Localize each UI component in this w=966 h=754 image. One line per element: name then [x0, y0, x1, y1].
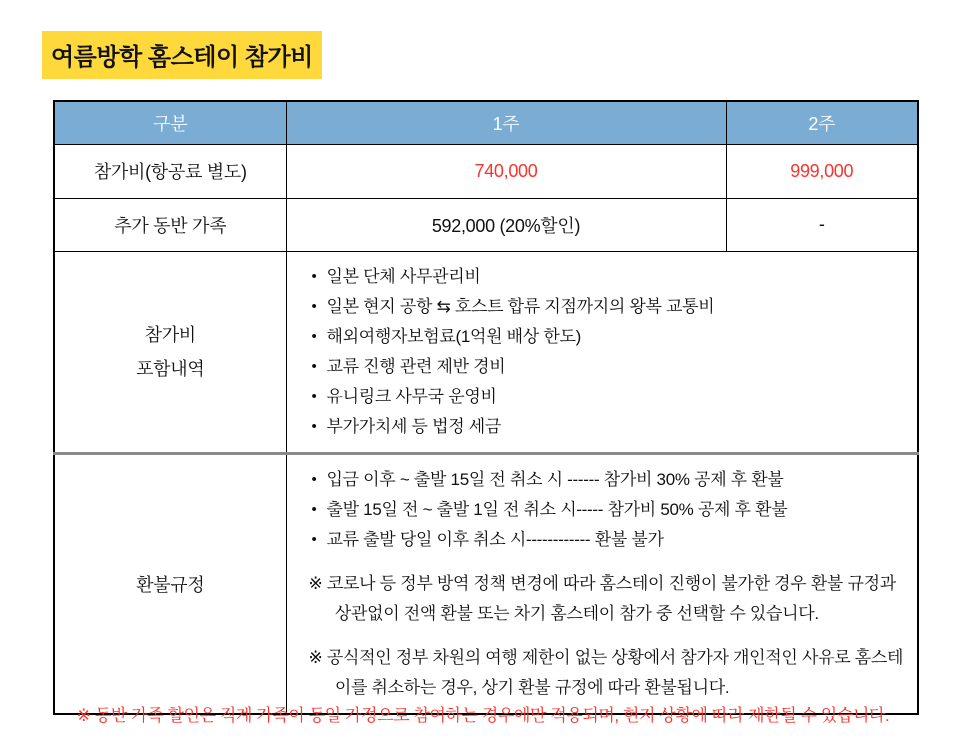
page-title: 여름방학 홈스테이 참가비	[42, 31, 322, 79]
fee-label: 참가비(항공료 별도)	[54, 144, 286, 198]
header-week2: 2주	[726, 101, 918, 144]
list-item: • 교류 진행 관련 제반 경비	[309, 352, 908, 382]
include-list-cell	[286, 251, 918, 453]
fee-table	[53, 100, 919, 715]
refund-list-cell	[286, 453, 918, 714]
list-item: • 출발 15일 전 ~ 출발 1일 전 취소 시----- 참가비 50% 공제 후 환불	[309, 495, 908, 525]
refund-note: ※ 공식적인 정부 차원의 여행 제한이 없는 상황에서 참가자 개인적인 사유로 홈스테이를 취소하는 경우, 상기 환불 규정에 따라 환불됩니다.	[308, 647, 904, 697]
family-week2-price: -	[726, 198, 918, 251]
list-item: • 교류 출발 당일 이후 취소 시------------ 환불 불가	[309, 525, 908, 555]
family-label: 추가 동반 가족	[54, 198, 286, 251]
list-item: • 부가가치세 등 법정 세금	[309, 412, 908, 442]
list-item: • 해외여행자보험료(1억원 배상 한도)	[309, 322, 908, 352]
include-label-line1: 참가비	[144, 324, 196, 345]
include-label	[54, 251, 286, 453]
fee-week1-price: 740,000	[286, 144, 726, 198]
include-row	[54, 251, 918, 453]
list-item: • 입금 이후 ~ 출발 15일 전 취소 시 ------ 참가비 30% 공제 후 환불	[309, 465, 908, 495]
fee-row	[54, 144, 918, 198]
refund-list	[309, 465, 908, 555]
fee-week2-price: 999,000	[726, 144, 918, 198]
header-category: 구분	[54, 101, 286, 144]
header-week1: 1주	[286, 101, 726, 144]
family-week1-price: 592,000 (20%할인)	[286, 198, 726, 251]
list-item: • 일본 단체 사무관리비	[309, 262, 908, 292]
list-item: • 일본 현지 공항 ⇆ 호스트 합류 지점까지의 왕복 교통비	[309, 292, 908, 322]
include-label-line2: 포함내역	[136, 358, 205, 379]
refund-row	[54, 453, 918, 714]
family-discount-footnote: ※ 동반 가족 할인은 직계 가족이 동일 가정으로 참여하는 경우에만 적용되며, 현지 상황에 따라 제한될 수 있습니다.	[76, 706, 890, 725]
table-header-row	[54, 101, 918, 144]
refund-note: ※ 코로나 등 정부 방역 정책 변경에 따라 홈스테이 진행이 불가한 경우 환불 규정과 상관없이 전액 환불 또는 차기 홈스테이 참가 중 선택할 수 있습니다.	[308, 573, 896, 623]
include-list	[309, 262, 908, 442]
refund-label: 환불규정	[54, 453, 286, 714]
family-row	[54, 198, 918, 251]
list-item: • 유니링크 사무국 운영비	[309, 382, 908, 412]
